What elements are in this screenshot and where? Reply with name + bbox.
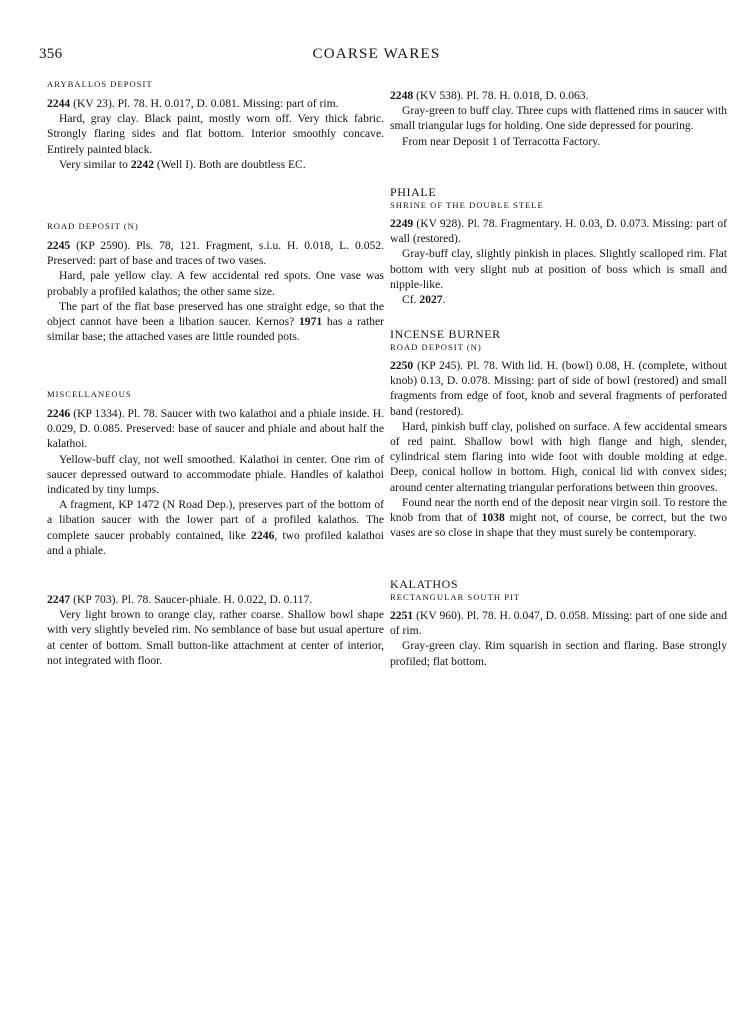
section-subheading: ROAD DEPOSIT (N) (390, 342, 482, 352)
section-heading: MISCELLANEOUS (47, 389, 132, 399)
description-paragraph: Hard, pale yellow clay. A few accidental red spots. One vase was probably a profiled kalathos; the other same size. (47, 269, 384, 298)
cf-text: Cf. (402, 293, 420, 307)
entry-text: (KV 23). Pl. 78. H. 0.017, D. 0.081. Missing: part of rim. (70, 97, 339, 110)
comment-text: Found near the north end of the deposit near virgin soil. To restore the knob from that of (390, 495, 727, 525)
catalogue-number: 2249 (390, 217, 414, 230)
entry-text: (KP 245). Pl. 78. With lid. H. (bowl) 0.08, H. (complete, without knob) 0.13, D. 0.078. Missing: part of side of bowl (restored) and small fragments from edge of foot, knob and several fragments of perforated band (restored). (390, 359, 727, 418)
comment-text: has a rather similar base; the attached vases are little rounded pots. (47, 315, 384, 344)
reference-number: 2242 (130, 157, 154, 171)
reference-number: 2246 (251, 528, 275, 542)
description-paragraph: Very light brown to orange clay, rather coarse. Shallow bowl shape with very slightly beveled rim. No semblance of base but usual aperture at center of bottom. Small button-like attachment at center of interior, not integrated with floor. (47, 608, 384, 667)
entry-text: (KV 960). Pl. 78. H. 0.047, D. 0.058. Missing: part of one side and of rim. (390, 609, 727, 638)
cf-text: . (442, 293, 446, 307)
section-kalathos (390, 577, 727, 669)
entry-2247-block (47, 592, 384, 668)
entry-text: (KV 928). Pl. 78. Fragmentary. H. 0.03, D. 0.073. Missing: part of wall (restored). (390, 217, 727, 246)
entry-text: (KP 1334). Pl. 78. Saucer with two kalathoi and a phiale inside. H. 0.029, D. 0.085. Preserved: base of saucer and phiale and about half the kalathoi. (47, 407, 384, 451)
findspot-paragraph: From near Deposit 1 of Terracotta Factory. (402, 134, 601, 148)
description-paragraph: Hard, pinkish buff clay, polished on surface. A few accidental smears of red paint. Shallow bowl with high flange and high, slender, cylindrical stem flaring into wide foot with double molding at edge. Deep, conical hollow in bottom. High, conical lid with convex sides; around center alternating triangular perforations between thin grooves. (390, 419, 727, 494)
catalogue-entry-2245 (47, 238, 384, 268)
section-incense-burner (390, 327, 727, 540)
catalogue-entry-2246 (47, 406, 384, 452)
catalogue-number: 2250 (390, 359, 414, 372)
catalogue-number: 2246 (47, 407, 71, 420)
comment-paragraph (390, 495, 727, 541)
comment-text: might not, of course, be correct, but the two vases are so close in shape that they must surely be contemporary. (390, 511, 727, 540)
catalogue-entry-2248 (390, 88, 727, 103)
catalogue-number: 2247 (47, 593, 71, 606)
catalogue-number: 2244 (47, 97, 71, 110)
catalogue-number: 2245 (47, 239, 71, 252)
section-aryballos-deposit (47, 78, 384, 172)
section-heading: PHIALE (390, 185, 437, 199)
running-title: COARSE WARES (312, 46, 441, 62)
comment-paragraph (47, 157, 384, 172)
catalogue-entry-2244 (47, 96, 384, 111)
section-phiale (390, 185, 727, 307)
reference-number: 1971 (298, 315, 323, 329)
comment-text: (Well I). Both are doubtless EC. (154, 157, 306, 171)
catalogue-entry-2250 (390, 358, 727, 419)
page-number: 356 (39, 46, 63, 62)
comment-text: Very similar to (59, 157, 131, 171)
section-subheading: SHRINE OF THE DOUBLE STELE (390, 200, 544, 210)
comment-text: , two profiled kalathoi and a phiale. (47, 528, 384, 557)
entry-text: (KP 2590). Pls. 78, 121. Fragment, s.i.u. H. 0.018, L. 0.052. Preserved: part of base and traces of two vases. (47, 239, 384, 268)
section-miscellaneous (47, 388, 384, 558)
description-paragraph: Gray-green clay. Rim squarish in section and flaring. Base strongly profiled; flat bottom. (390, 639, 727, 668)
description-paragraph: Hard, gray clay. Black paint, mostly worn off. Very thick fabric. Strongly flaring sides and flat bottom. Interior smoothly concave. Entirely painted black. (47, 112, 384, 156)
entry-text: (KP 703). Pl. 78. Saucer-phiale. H. 0.022, D. 0.117. (70, 593, 313, 606)
comment-paragraph (47, 299, 384, 345)
section-heading: KALATHOS (390, 577, 459, 591)
comment-paragraph (47, 497, 384, 558)
description-paragraph: Yellow-buff clay, not well smoothed. Kalathoi in center. One rim of saucer depressed outward to accommodate phiale. Handles of kalathoi indicated by tiny lumps. (47, 452, 384, 497)
reference-number: 2027 (419, 293, 443, 307)
description-paragraph: Gray-green to buff clay. Three cups with flattened rims in saucer with small triangular lugs for holding. One side depressed for pouring. (390, 104, 727, 133)
comment-text: A fragment, KP 1472 (N Road Dep.), preserves part of the bottom of a libation saucer with the lower part of a profiled kalathos. The complete saucer probably contained, like (47, 498, 384, 542)
catalogue-entry-2251 (390, 608, 727, 638)
section-road-deposit (47, 220, 384, 344)
entry-text: (KV 538). Pl. 78. H. 0.018, D. 0.063. (413, 89, 589, 102)
section-heading: ARYBALLOS DEPOSIT (47, 79, 153, 89)
section-heading: ROAD DEPOSIT (N) (47, 221, 139, 231)
catalogue-entry-2247 (47, 592, 384, 607)
catalogue-number: 2251 (390, 609, 414, 622)
section-subheading: RECTANGULAR SOUTH PIT (390, 592, 521, 602)
description-paragraph: Gray-buff clay, slightly pinkish in places. Slightly scalloped rim. Flat bottom with very slight nub at position of boss which is small and nipple-like. (390, 247, 727, 291)
cross-reference (390, 292, 727, 307)
comment-text: The part of the flat base preserved has one straight edge, so that the object cannot have been a libation saucer. Kernos? (47, 299, 384, 329)
catalogue-entry-2249 (390, 216, 727, 246)
reference-number: 1038 (481, 511, 505, 525)
catalogue-number: 2248 (390, 89, 414, 102)
entry-2248-block (390, 88, 727, 149)
section-heading: INCENSE BURNER (390, 327, 501, 341)
